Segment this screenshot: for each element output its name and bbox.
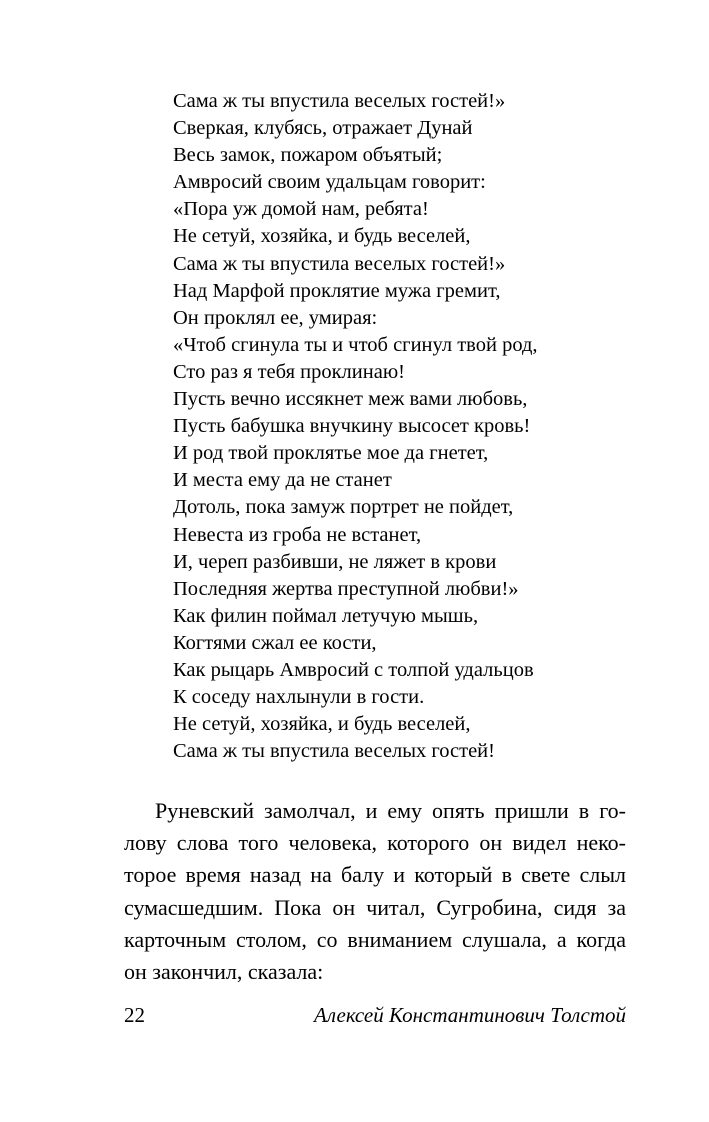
prose-line: Руневский замолчал, и ему опять пришли в го- (155, 798, 626, 823)
poem-line: Сто раз я тебя проклинаю! (173, 360, 405, 383)
prose-line: он закончил, сказала: (124, 958, 324, 984)
poem-line: Пусть бабушка внучкину высосет кровь! (173, 415, 531, 438)
poem-line: Дотоль, пока замуж портрет не пойдет, (173, 496, 514, 519)
poem-line: Над Марфой проклятие мужа гремит, (173, 279, 501, 302)
prose-line: карточным столом, со вниманием слушала, а когда (124, 926, 626, 952)
poem-line: «Пора уж домой нам, ребята! (173, 198, 429, 221)
poem-line: Сама ж ты впустила веселых гостей!» (173, 90, 506, 112)
poem-line: Когтями сжал ее кости, (173, 631, 377, 654)
page-number: 22 (124, 1003, 145, 1027)
poem-line: Весь замок, пожаром объятый; (173, 144, 443, 167)
prose-line: сумасшедшим. Пока он читал, Сугробина, сидя за (124, 894, 626, 920)
poem-line: Не сетуй, хозяйка, и будь веселей, (173, 713, 471, 736)
prose-line: лову слова того человека, которого он видел неко- (124, 830, 626, 856)
poem-line: Как рыцарь Амвросий с толпой удальцов (173, 658, 534, 681)
poem-line: Сама ж ты впустила веселых гостей!» (173, 252, 506, 275)
poem-line: Пусть вечно иссякнет меж вами любовь, (173, 388, 528, 411)
poem-block (173, 88, 643, 765)
poem-line: «Чтоб сгинула ты и чтоб сгинул твой род, (173, 333, 538, 356)
running-author: Алексей Константинович Толстой (314, 1003, 626, 1027)
prose-line: торое время назад на балу и который в свете слыл (124, 862, 626, 888)
poem-line: Последняя жертва преступной любви!» (173, 577, 519, 600)
poem-line: Невеста из гроба не встанет, (173, 523, 422, 546)
page-footer (124, 1000, 626, 1030)
poem-line: Сама ж ты впустила веселых гостей! (173, 740, 495, 763)
poem-line: Амвросий своим удальцам говорит: (173, 171, 486, 194)
poem-line: К соседу нахлынули в гости. (173, 686, 425, 709)
poem-line: Сверкая, клубясь, отражает Дунай (173, 117, 473, 140)
poem-line: И род твой проклятье мое да гнетет, (173, 442, 489, 465)
poem-line: Как филин поймал летучую мышь, (173, 604, 479, 627)
poem-line: И, череп разбивши, не ляжет в крови (173, 550, 497, 573)
poem-line: Не сетуй, хозяйка, и будь веселей, (173, 225, 471, 248)
prose-paragraph (124, 795, 626, 988)
poem-line: Он проклял ее, умирая: (173, 306, 378, 329)
poem-line: И места ему да не станет (173, 469, 392, 492)
